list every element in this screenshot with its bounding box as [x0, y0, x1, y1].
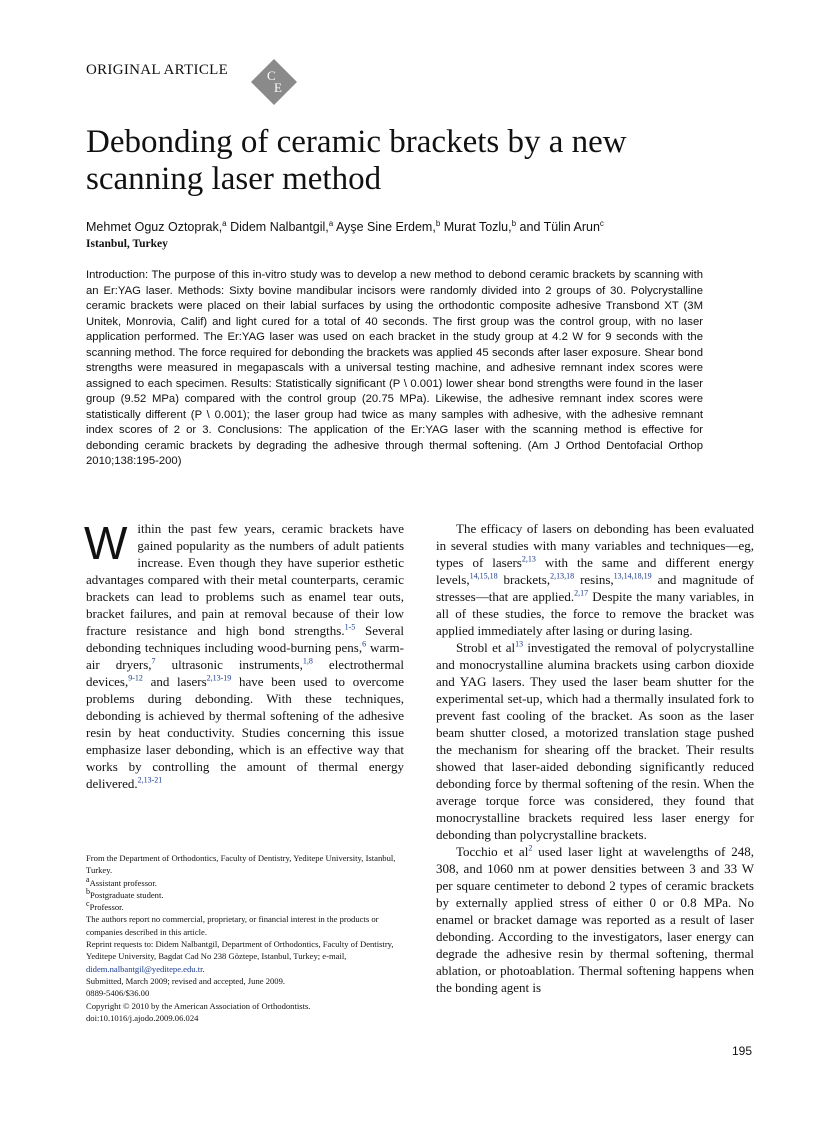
- body-text: brackets,: [497, 572, 551, 587]
- citation-ref[interactable]: 1,8: [302, 656, 313, 666]
- abstract: Introduction: The purpose of this in-vitro study was to develop a new method to debond ceramic brackets by scanning with an Er:YAG laser. Methods: Sixty bovine mandibular incisors were randomly divided into 2 groups of 30. Polycrystalline ceramic brackets were placed on their labial surfaces by using the orthodontic composite adhesive Transbond XT (3M Unitek, Monrovia, Calif) and light cured for a total of 40 seconds. The first group was the control group, with no laser application performed. The Er:YAG laser was used on each bracket in the study group at 4.2 W for 9 seconds with the scanning method. The force required for debonding the brackets was applied 45 seconds after laser exposure. Shear bond strengths were measured in megapascals with a universal testing machine, and adhesive remnant index scores were assigned to each specimen. Results: Statistically significant (P \ 0.001) lower shear bond strengths were found in the laser group (9.52 MPa) compared with the control group (20.75 MPa). Likewise, the adhesive remnant index scores were statistically different (P \ 0.001); the laser group had twice as many samples with adhesive, with the adhesive remnant index scores of 2 or 3. Conclusions: The application of the Er:YAG laser with the scanning method is effective for debonding ceramic brackets by degrading the adhesive through thermal softening. (Am J Orthod Dentofacial Orthop 2010;138:195-200): [86, 269, 703, 467]
- author-affil-mark: a: [222, 218, 227, 228]
- citation-ref[interactable]: 13,14,18,19: [613, 571, 652, 581]
- body-text: and lasers: [142, 674, 207, 689]
- author-name: Didem Nalbantgil,: [226, 220, 329, 234]
- author-name: Ayşe Sine Erdem,: [333, 220, 436, 234]
- citation-ref[interactable]: 1-5: [344, 622, 356, 632]
- affil-department: From the Department of Orthodontics, Faculty of Dentistry, Yeditepe University, Istanbul, Turkey.: [86, 853, 396, 876]
- body-text: ithin the past few years, ceramic brackets have gained popularity as the numbers of adult patients increase. Even though they have superior esthetic advantages compared with their metal counterparts, ceramic brackets can lead to problems such as enamel tear outs, bracket failures, and pain at removal because of their low fracture resistance and high bond strengths.: [86, 521, 404, 638]
- body-column-left: [84, 517, 404, 792]
- submission-dates: Submitted, March 2009; revised and accepted, June 2009.: [86, 975, 286, 986]
- body-text: ultrasonic instruments,: [155, 657, 303, 672]
- body-text: Tocchio et al: [456, 844, 529, 859]
- svg-text:E: E: [274, 80, 282, 95]
- body-text: Strobl et al: [456, 640, 516, 655]
- body-text: warm-air dryers,: [86, 640, 404, 672]
- email-link[interactable]: didem.nalbantgil@yeditepe.edu.tr: [86, 963, 203, 974]
- citation-ref[interactable]: 2,17: [574, 588, 589, 598]
- citation-ref[interactable]: 2,13-21: [137, 775, 163, 785]
- article-title: Debonding of ceramic brackets by a new scanning laser method: [86, 124, 627, 197]
- author-name: Murat Tozlu,: [440, 220, 512, 234]
- page-number: 195: [732, 1044, 753, 1058]
- author-affil-mark: c: [599, 218, 604, 228]
- author-affil-mark: b: [435, 218, 441, 228]
- author-affil-mark: a: [328, 218, 334, 228]
- author-location: Istanbul, Turkey: [86, 238, 168, 250]
- body-text: with the same and different energy levels,: [436, 555, 754, 587]
- affil-b: $^b$Postgraduate student.: [86, 887, 164, 900]
- conflict-statement: The authors report no commercial, proprietary, or financial interest in the products or companies described in this article.: [86, 914, 379, 937]
- citation-ref[interactable]: 13: [515, 639, 524, 649]
- author-name: and Tülin Arun: [516, 220, 600, 234]
- affiliation-footnote: [86, 852, 404, 1024]
- body-column-right: [436, 520, 754, 996]
- svg-text:C: C: [267, 68, 276, 83]
- author-name: Mehmet Oguz Oztoprak,: [86, 220, 223, 234]
- body-text: The efficacy of lasers on debonding has been evaluated in several studies with many variables and techniques—eg, types of lasers: [436, 521, 754, 570]
- citation-ref[interactable]: 7: [151, 656, 156, 666]
- affil-a: $^a$Assistant professor.: [86, 874, 157, 888]
- body-text: and magnitude of stresses—that are applied.: [436, 572, 754, 604]
- body-paragraph: [436, 843, 754, 996]
- citation-ref[interactable]: 2,13: [521, 554, 536, 564]
- citation-ref[interactable]: 2,13,18: [550, 571, 575, 581]
- body-text: Despite the many variables, in all of these studies, the force to remove the bracket was applied immediately after lasing or during lasing.: [436, 589, 754, 638]
- copyright: Copyright © 2010 by the American Association of Orthodontists.: [86, 1000, 311, 1011]
- body-text: resins,: [574, 572, 614, 587]
- body-text: electrothermal devices,: [86, 657, 404, 689]
- author-list: [86, 220, 604, 234]
- body-paragraph: [84, 517, 404, 792]
- issn: 0889-5406/$36.00: [86, 988, 150, 999]
- ce-logo-icon: [250, 58, 298, 106]
- article-type-label: ORIGINAL ARTICLE: [86, 62, 229, 78]
- reprint-requests: Reprint requests to: Didem Nalbantgil, Department of Orthodontics, Faculty of Dentistry, Yeditepe University, Bagdat Cad No 238 Göztepe, Istanbul, Turkey; e-mail, didem.nalbantgil@yeditepe.edu.tr.: [86, 939, 394, 974]
- citation-ref[interactable]: 2: [528, 843, 533, 853]
- body-text: investigated the removal of polycrystalline and monocrystalline alumina brackets using carbon dioxide and YAG lasers. They used the laser beam shutter for the experimental set-up, which had a thermally insulated fork to prevent fast cooling of the bracket. As soon as the laser beam shutter closed, a motorized translation stage pushed the mechanism for shearing off the bracket. Their results showed that laser-aided debonding significantly reduced debonding force by thermal softening of the resin. When the average torque force was considered, they found that monocrystalline brackets required less laser energy for debonding than polycrystalline brackets.: [436, 640, 754, 842]
- drop-cap: W: [84, 517, 128, 569]
- citation-ref[interactable]: 2,13-19: [206, 673, 232, 683]
- body-text: have been used to overcome problems during debonding. With these techniques, debonding is achieved by thermal softening of the adhesive resin by heat conductivity. Studies concerning this issue emphasize laser debonding, which is an effective way that works by controlling the amount of thermal energy delivered.: [86, 674, 404, 791]
- body-text: used laser light at wavelengths of 248, 308, and 1060 nm at power densities between 3 and 33 W per square centimeter to debond 2 types of ceramic brackets by externally applied stress of either 0 or 0.8 MPa. No enamel or bracket damage was reported as a result of laser debonding. According to the investigators, laser energy can degrade the adhesive resin by thermal softening, thermal ablation, or photoablation. Thermal softening happens when the bonding agent is: [436, 844, 755, 995]
- affil-c: $^c$Professor.: [86, 899, 124, 913]
- doi: doi:10.1016/j.ajodo.2009.06.024: [86, 1012, 199, 1023]
- citation-ref[interactable]: 9-12: [128, 673, 143, 683]
- body-paragraph: [436, 520, 754, 639]
- body-text: Several debonding techniques including wood-burning pens,: [86, 623, 404, 655]
- citation-ref[interactable]: 6: [362, 639, 367, 649]
- author-affil-mark: b: [511, 218, 517, 228]
- body-paragraph: [436, 639, 754, 843]
- citation-ref[interactable]: 14,15,18: [469, 571, 498, 581]
